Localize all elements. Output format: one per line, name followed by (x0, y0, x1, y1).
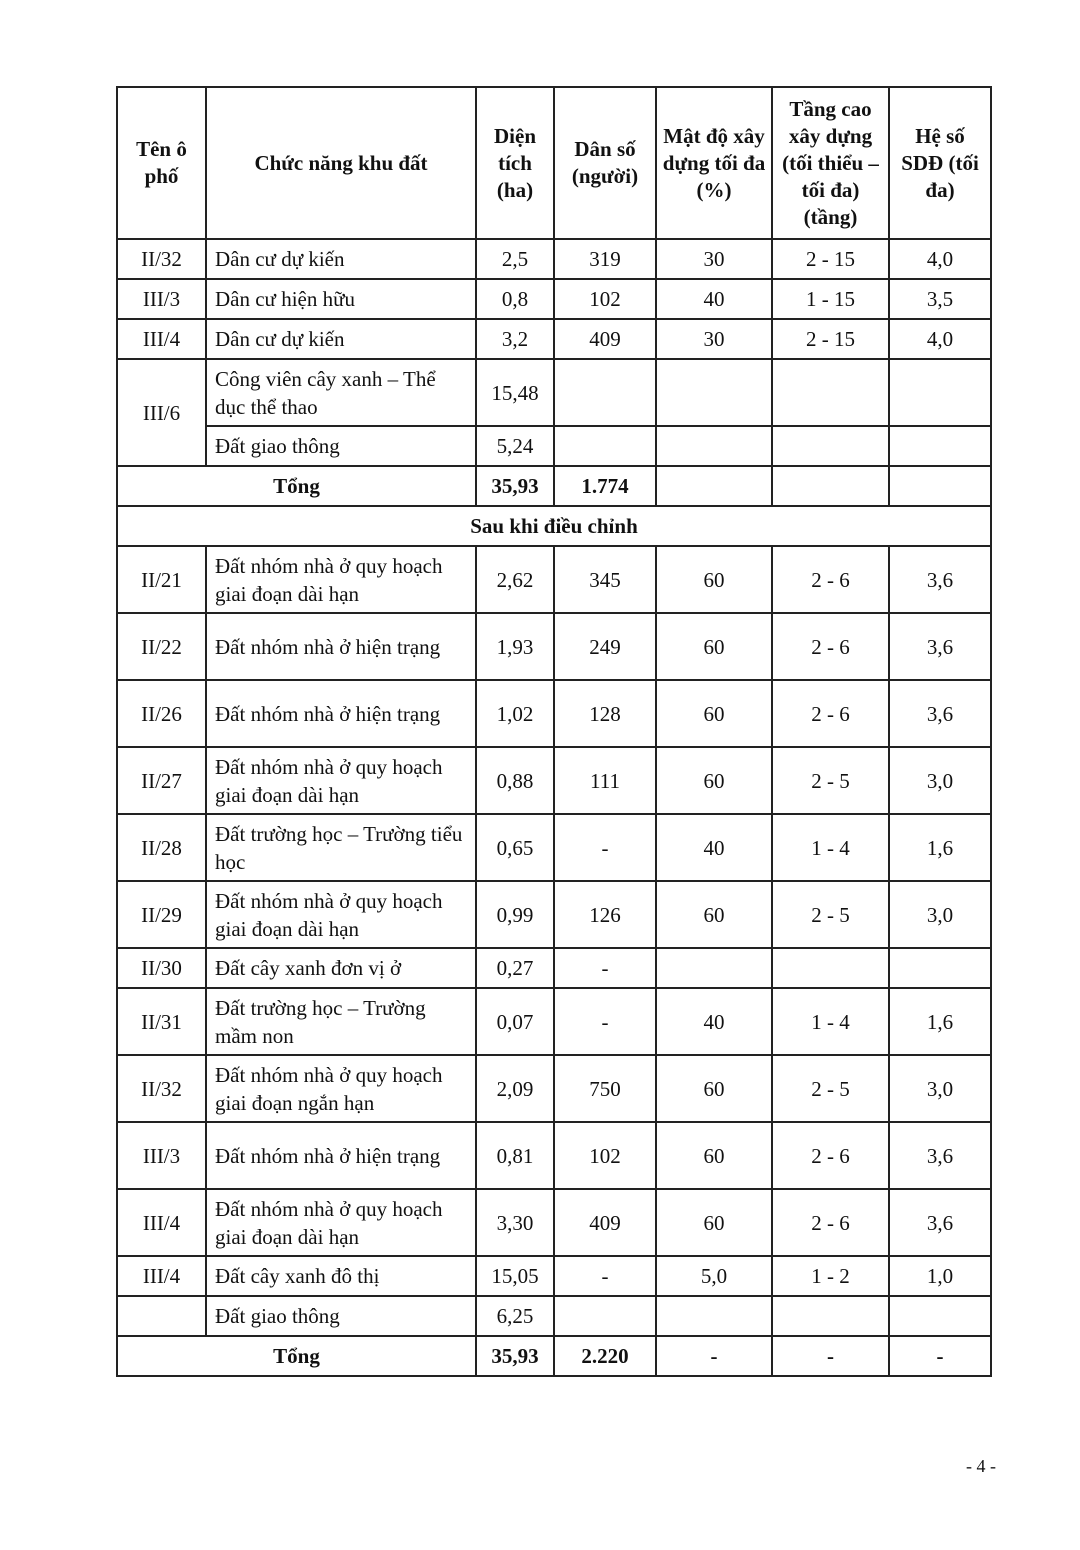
cell-ratio: 1,0 (889, 1256, 991, 1296)
cell-block: III/4 (117, 319, 206, 359)
header-density: Mật độ xây dựng tối đa (%) (656, 87, 772, 239)
table-row (117, 359, 991, 426)
cell-ratio: 1,6 (889, 814, 991, 881)
cell-population (554, 1296, 656, 1336)
total-density: - (656, 1336, 772, 1376)
table-row (117, 426, 991, 466)
cell-area: 0,8 (476, 279, 554, 319)
cell-floors (772, 466, 889, 506)
cell-floors: 2 - 5 (772, 1055, 889, 1122)
table-row (117, 613, 991, 680)
cell-block: II/29 (117, 881, 206, 948)
cell-floors (772, 359, 889, 426)
cell-area: 1,93 (476, 613, 554, 680)
page-number: - 4 - (966, 1456, 996, 1476)
cell-function: Đất cây xanh đô thị (206, 1256, 476, 1296)
table-row (117, 1189, 991, 1256)
cell-population: 126 (554, 881, 656, 948)
cell-block: II/28 (117, 814, 206, 881)
table-row (117, 881, 991, 948)
cell-density (656, 359, 772, 426)
cell-floors: 1 - 4 (772, 814, 889, 881)
total-population: 2.220 (554, 1336, 656, 1376)
cell-area: 15,05 (476, 1256, 554, 1296)
cell-area: 0,65 (476, 814, 554, 881)
cell-population: 750 (554, 1055, 656, 1122)
table-row (117, 239, 991, 279)
total-area: 35,93 (476, 1336, 554, 1376)
section-row (117, 506, 991, 546)
cell-block: III/3 (117, 279, 206, 319)
cell-block: II/31 (117, 988, 206, 1055)
cell-floors: 2 - 5 (772, 747, 889, 814)
cell-population: 102 (554, 279, 656, 319)
cell-population: 102 (554, 1122, 656, 1189)
cell-density: 40 (656, 279, 772, 319)
cell-function: Dân cư dự kiến (206, 319, 476, 359)
cell-function: Đất trường học – Trường tiểu học (206, 814, 476, 881)
cell-function: Đất nhóm nhà ở quy hoạch giai đoạn dài hạn (206, 881, 476, 948)
cell-density: 60 (656, 1189, 772, 1256)
table-row (117, 1256, 991, 1296)
cell-density: 60 (656, 546, 772, 613)
cell-population: 111 (554, 747, 656, 814)
cell-block: III/4 (117, 1256, 206, 1296)
cell-density: 5,0 (656, 1256, 772, 1296)
cell-block: II/32 (117, 239, 206, 279)
cell-population: 249 (554, 613, 656, 680)
cell-function: Đất trường học – Trường mầm non (206, 988, 476, 1055)
cell-area: 0,07 (476, 988, 554, 1055)
cell-density (656, 948, 772, 988)
cell-function: Đất nhóm nhà ở quy hoạch giai đoạn dài hạn (206, 1189, 476, 1256)
cell-function: Dân cư dự kiến (206, 239, 476, 279)
cell-ratio: 3,6 (889, 546, 991, 613)
cell-block: III/4 (117, 1189, 206, 1256)
cell-population: 409 (554, 319, 656, 359)
table-row (117, 814, 991, 881)
cell-floors: 2 - 6 (772, 680, 889, 747)
table-row (117, 546, 991, 613)
cell-population: - (554, 948, 656, 988)
cell-floors: 2 - 6 (772, 546, 889, 613)
cell-ratio: 3,6 (889, 1189, 991, 1256)
cell-ratio: 1,6 (889, 988, 991, 1055)
cell-area: 2,09 (476, 1055, 554, 1122)
cell-area: 3,2 (476, 319, 554, 359)
total-area: 35,93 (476, 466, 554, 506)
land-use-table (116, 86, 992, 1377)
header-population: Dân số (người) (554, 87, 656, 239)
cell-density: 60 (656, 680, 772, 747)
cell-area: 3,30 (476, 1189, 554, 1256)
header-block: Tên ô phố (117, 87, 206, 239)
cell-block: II/21 (117, 546, 206, 613)
cell-block: III/3 (117, 1122, 206, 1189)
cell-floors: 1 - 2 (772, 1256, 889, 1296)
cell-area: 6,25 (476, 1296, 554, 1336)
cell-ratio (889, 426, 991, 466)
cell-area: 0,88 (476, 747, 554, 814)
cell-density (656, 466, 772, 506)
cell-population: - (554, 988, 656, 1055)
cell-floors (772, 948, 889, 988)
cell-floors: 2 - 15 (772, 239, 889, 279)
cell-floors (772, 1296, 889, 1336)
cell-function: Đất cây xanh đơn vị ở (206, 948, 476, 988)
cell-area: 5,24 (476, 426, 554, 466)
cell-function: Dân cư hiện hữu (206, 279, 476, 319)
header-function: Chức năng khu đất (206, 87, 476, 239)
header-row (117, 87, 991, 239)
cell-population: 409 (554, 1189, 656, 1256)
cell-floors: 2 - 5 (772, 881, 889, 948)
cell-ratio: 3,6 (889, 613, 991, 680)
cell-function: Công viên cây xanh – Thể dục thể thao (206, 359, 476, 426)
table-row (117, 279, 991, 319)
total-row (117, 1336, 991, 1376)
total-label: Tổng (117, 1336, 476, 1376)
cell-function: Đất nhóm nhà ở quy hoạch giai đoạn ngắn hạn (206, 1055, 476, 1122)
cell-block: II/27 (117, 747, 206, 814)
cell-block (117, 1296, 206, 1336)
cell-block: II/32 (117, 1055, 206, 1122)
cell-floors: 1 - 4 (772, 988, 889, 1055)
cell-area: 15,48 (476, 359, 554, 426)
cell-density: 30 (656, 239, 772, 279)
cell-ratio: 3,6 (889, 1122, 991, 1189)
cell-area: 2,5 (476, 239, 554, 279)
total-floors: - (772, 1336, 889, 1376)
total-ratio: - (889, 1336, 991, 1376)
cell-ratio: 3,0 (889, 881, 991, 948)
cell-density: 30 (656, 319, 772, 359)
cell-density (656, 1296, 772, 1336)
header-area: Diện tích (ha) (476, 87, 554, 239)
total-row (117, 466, 991, 506)
cell-ratio (889, 948, 991, 988)
cell-population: 345 (554, 546, 656, 613)
cell-block: II/26 (117, 680, 206, 747)
cell-density: 40 (656, 814, 772, 881)
cell-function: Đất nhóm nhà ở quy hoạch giai đoạn dài hạn (206, 546, 476, 613)
total-label: Tổng (117, 466, 476, 506)
cell-function: Đất giao thông (206, 1296, 476, 1336)
cell-ratio: 3,0 (889, 747, 991, 814)
cell-ratio (889, 466, 991, 506)
table-row (117, 747, 991, 814)
cell-block: II/30 (117, 948, 206, 988)
cell-function: Đất nhóm nhà ở hiện trạng (206, 680, 476, 747)
cell-floors: 2 - 6 (772, 1122, 889, 1189)
table-row (117, 988, 991, 1055)
cell-ratio: 4,0 (889, 319, 991, 359)
cell-ratio (889, 1296, 991, 1336)
cell-area: 1,02 (476, 680, 554, 747)
cell-density: 40 (656, 988, 772, 1055)
cell-density: 60 (656, 1122, 772, 1189)
table-row (117, 680, 991, 747)
cell-block: III/6 (117, 359, 206, 466)
table-row (117, 319, 991, 359)
cell-density: 60 (656, 881, 772, 948)
cell-floors: 2 - 6 (772, 1189, 889, 1256)
cell-floors: 2 - 6 (772, 613, 889, 680)
cell-population (554, 359, 656, 426)
table-row (117, 1296, 991, 1336)
table-row (117, 948, 991, 988)
cell-density: 60 (656, 1055, 772, 1122)
cell-function: Đất nhóm nhà ở quy hoạch giai đoạn dài hạn (206, 747, 476, 814)
total-population: 1.774 (554, 466, 656, 506)
table-row (117, 1055, 991, 1122)
cell-area: 0,81 (476, 1122, 554, 1189)
cell-ratio (889, 359, 991, 426)
header-floors: Tầng cao xây dựng (tối thiểu – tối đa) (tầng) (772, 87, 889, 239)
cell-population (554, 426, 656, 466)
section-label: Sau khi điều chỉnh (117, 506, 991, 546)
cell-density (656, 426, 772, 466)
cell-density: 60 (656, 747, 772, 814)
cell-ratio: 3,0 (889, 1055, 991, 1122)
cell-population: - (554, 814, 656, 881)
cell-function: Đất nhóm nhà ở hiện trạng (206, 613, 476, 680)
table-row (117, 1122, 991, 1189)
cell-block: II/22 (117, 613, 206, 680)
cell-ratio: 3,5 (889, 279, 991, 319)
cell-floors: 1 - 15 (772, 279, 889, 319)
cell-function: Đất giao thông (206, 426, 476, 466)
cell-function: Đất nhóm nhà ở hiện trạng (206, 1122, 476, 1189)
cell-area: 0,27 (476, 948, 554, 988)
cell-area: 0,99 (476, 881, 554, 948)
cell-ratio: 3,6 (889, 680, 991, 747)
cell-area: 2,62 (476, 546, 554, 613)
cell-density: 60 (656, 613, 772, 680)
cell-ratio: 4,0 (889, 239, 991, 279)
cell-population: 128 (554, 680, 656, 747)
cell-floors: 2 - 15 (772, 319, 889, 359)
cell-population: 319 (554, 239, 656, 279)
cell-floors (772, 426, 889, 466)
cell-population: - (554, 1256, 656, 1296)
header-ratio: Hệ số SDĐ (tối đa) (889, 87, 991, 239)
